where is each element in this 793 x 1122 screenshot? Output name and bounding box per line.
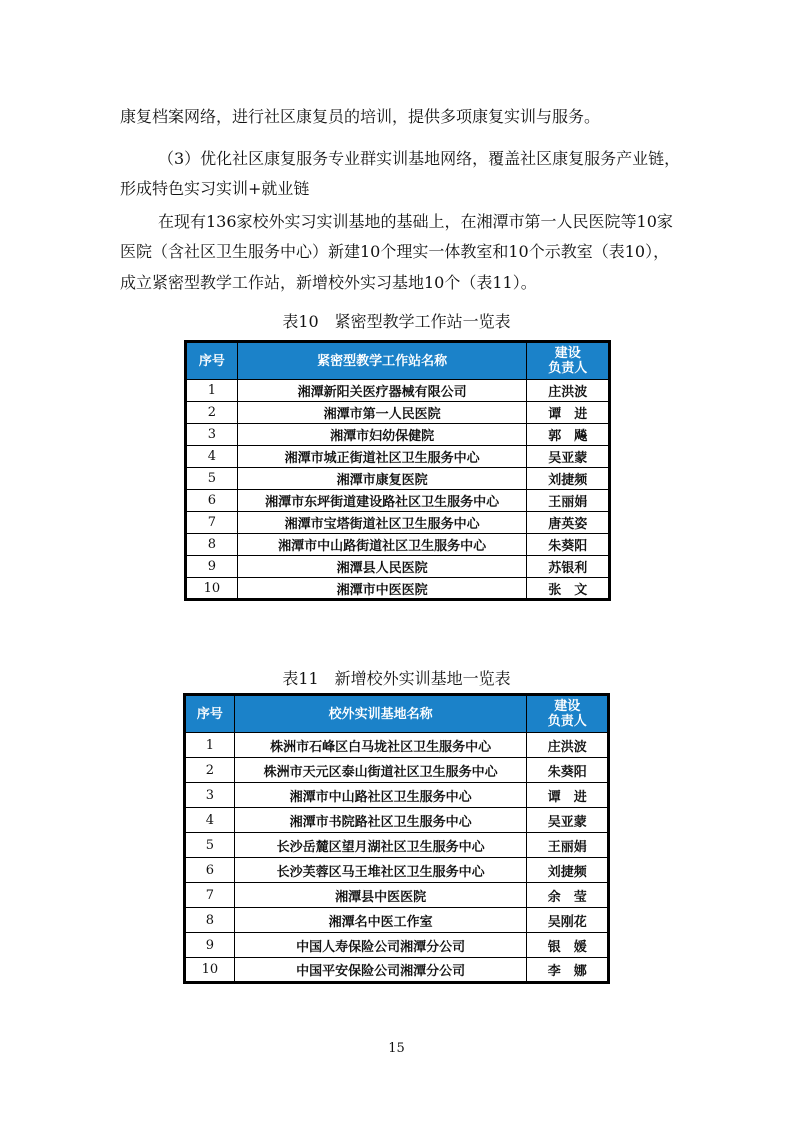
row-name: 湘潭市中山路社区卫生服务中心 xyxy=(234,783,527,808)
row-owner: 朱葵阳 xyxy=(527,758,609,783)
row-owner: 郭 飚 xyxy=(527,424,610,446)
row-index: 8 xyxy=(185,908,235,933)
col-header-index: 序号 xyxy=(185,695,235,733)
table-row xyxy=(186,424,610,446)
table-row xyxy=(185,883,609,908)
table-row xyxy=(185,858,609,883)
row-owner: 刘捷频 xyxy=(527,858,609,883)
row-index: 7 xyxy=(186,512,238,534)
row-name: 湘潭市中山路街道社区卫生服务中心 xyxy=(237,534,527,556)
table10-caption: 表10 紧密型教学工作站一览表 xyxy=(282,312,511,331)
row-owner: 朱葵阳 xyxy=(527,534,610,556)
table10 xyxy=(184,340,611,601)
page-number: 15 xyxy=(388,1041,405,1056)
table-row xyxy=(186,556,610,578)
row-index: 6 xyxy=(185,858,235,883)
row-name: 中国人寿保险公司湘潭分公司 xyxy=(234,933,527,958)
paragraph-line: 康复档案网络，进行社区康复员的培训，提供多项康复实训与服务。 xyxy=(120,107,601,126)
row-owner: 王丽娟 xyxy=(527,833,609,858)
table-row xyxy=(185,733,609,758)
row-owner: 吴亚蒙 xyxy=(527,808,609,833)
row-index: 6 xyxy=(186,490,238,512)
row-index: 10 xyxy=(186,578,238,600)
table-row xyxy=(185,933,609,958)
table-row xyxy=(185,908,609,933)
row-owner: 张 文 xyxy=(527,578,610,600)
col-header-index: 序号 xyxy=(186,342,238,380)
paragraph-line: 医院（含社区卫生服务中心）新建10个理实一体教室和10个示教室（表10）， xyxy=(120,242,670,261)
row-index: 9 xyxy=(185,933,235,958)
row-owner: 李 娜 xyxy=(527,958,609,983)
row-owner: 银 媛 xyxy=(527,933,609,958)
table-row xyxy=(186,380,610,402)
row-index: 7 xyxy=(185,883,235,908)
row-name: 湘潭名中医工作室 xyxy=(234,908,527,933)
table-row xyxy=(185,783,609,808)
row-owner: 王丽娟 xyxy=(527,490,610,512)
row-index: 1 xyxy=(185,733,235,758)
row-index: 2 xyxy=(185,758,235,783)
row-index: 2 xyxy=(186,402,238,424)
row-name: 株洲市天元区泰山街道社区卫生服务中心 xyxy=(234,758,527,783)
row-name: 湘潭县中医医院 xyxy=(234,883,527,908)
table-row xyxy=(186,534,610,556)
table-row xyxy=(186,402,610,424)
table11 xyxy=(183,693,610,984)
paragraph-line: 成立紧密型教学工作站，新增校外实习基地10个（表11）。 xyxy=(120,273,537,292)
row-owner: 谭 进 xyxy=(527,402,610,424)
paragraph-line: 形成特色实习实训+就业链 xyxy=(120,179,310,198)
row-owner: 谭 进 xyxy=(527,783,609,808)
table-row xyxy=(186,512,610,534)
row-owner: 庄洪波 xyxy=(527,733,609,758)
table-row xyxy=(186,578,610,600)
row-owner: 余 莹 xyxy=(527,883,609,908)
row-owner: 唐英姿 xyxy=(527,512,610,534)
row-name: 湘潭市中医医院 xyxy=(237,578,527,600)
row-name: 长沙岳麓区望月湖社区卫生服务中心 xyxy=(234,833,527,858)
row-name: 湘潭县人民医院 xyxy=(237,556,527,578)
row-owner: 吴亚蒙 xyxy=(527,446,610,468)
table-row xyxy=(185,833,609,858)
row-name: 湘潭市宝塔街道社区卫生服务中心 xyxy=(237,512,527,534)
row-index: 4 xyxy=(186,446,238,468)
col-header-name: 校外实训基地名称 xyxy=(234,695,527,733)
row-index: 8 xyxy=(186,534,238,556)
col-header-owner: 建设 负责人 xyxy=(527,695,609,733)
table-row xyxy=(186,446,610,468)
row-index: 4 xyxy=(185,808,235,833)
paragraph-line: （3）优化社区康复服务专业群实训基地网络，覆盖社区康复服务产业链， xyxy=(158,149,681,168)
row-name: 湘潭市第一人民医院 xyxy=(237,402,527,424)
row-index: 9 xyxy=(186,556,238,578)
row-name: 中国平安保险公司湘潭分公司 xyxy=(234,958,527,983)
row-index: 5 xyxy=(185,833,235,858)
table-row xyxy=(186,490,610,512)
col-header-owner: 建设 负责人 xyxy=(527,342,610,380)
row-name: 长沙芙蓉区马王堆社区卫生服务中心 xyxy=(234,858,527,883)
table-row xyxy=(186,468,610,490)
row-index: 3 xyxy=(185,783,235,808)
table11-caption: 表11 新增校外实训基地一览表 xyxy=(282,669,511,688)
row-name: 株洲市石峰区白马垅社区卫生服务中心 xyxy=(234,733,527,758)
table-row xyxy=(185,808,609,833)
table-row xyxy=(185,758,609,783)
row-name: 湘潭市东坪街道建设路社区卫生服务中心 xyxy=(237,490,527,512)
row-name: 湘潭市妇幼保健院 xyxy=(237,424,527,446)
row-index: 10 xyxy=(185,958,235,983)
col-header-name: 紧密型教学工作站名称 xyxy=(237,342,527,380)
row-index: 1 xyxy=(186,380,238,402)
row-owner: 吴刚花 xyxy=(527,908,609,933)
row-owner: 苏银利 xyxy=(527,556,610,578)
row-name: 湘潭市城正街道社区卫生服务中心 xyxy=(237,446,527,468)
row-name: 湘潭市康复医院 xyxy=(237,468,527,490)
table-row xyxy=(185,958,609,983)
row-owner: 庄洪波 xyxy=(527,380,610,402)
row-name: 湘潭市书院路社区卫生服务中心 xyxy=(234,808,527,833)
row-index: 3 xyxy=(186,424,238,446)
row-name: 湘潭新阳关医疗器械有限公司 xyxy=(237,380,527,402)
row-owner: 刘捷频 xyxy=(527,468,610,490)
row-index: 5 xyxy=(186,468,238,490)
paragraph-line: 在现有136家校外实习实训基地的基础上，在湘潭市第一人民医院等10家 xyxy=(158,212,673,231)
